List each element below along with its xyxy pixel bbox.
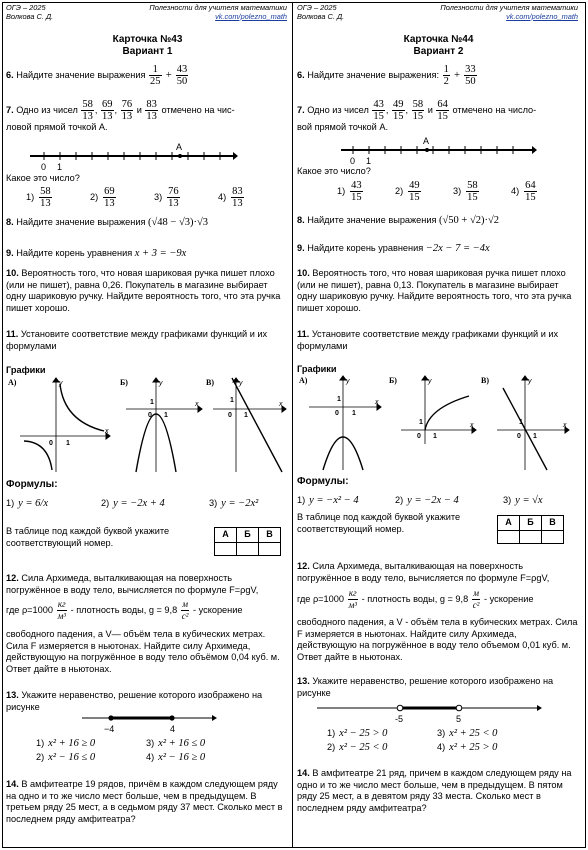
graphs-label: Графики [6,365,46,375]
table-note: В таблице под каждой буквой укажите соответствующий номер. [297,512,461,534]
option[interactable]: 1) x² + 16 ≥ 0 [36,738,96,749]
expression: (√48 − √3)·√3 [148,217,208,228]
column-divider [292,2,293,848]
task-12-formula: где ρ=1000 $\frac{кг}{\text{м³}}$ - плотность воды, g = 9,8 $\frac{м}{\text{с²}}$ - ускорение [297,588,534,610]
graph-letter: Б) [120,378,128,387]
svg-text:y: y [428,378,432,385]
fraction: $\frac{43}{50}$ [176,64,188,87]
header-exam: ОГЭ – 2025 [6,3,46,12]
option[interactable]: 4) x² − 16 ≥ 0 [146,751,206,763]
option[interactable]: 1) $\frac{58}{13}$ [26,186,51,209]
svg-text:y: y [528,378,532,385]
answer-cell[interactable] [237,542,259,555]
question: Какое это число? [6,173,80,183]
graphs-label: Графики [297,364,337,374]
option[interactable]: 4) $\frac{64}{15}$ [511,180,536,203]
graph-letter: В) [206,378,214,387]
axis-zero: 0 [41,162,47,172]
task-13: 13. Укажите неравенство, решение которого изображено на рисунке [297,676,554,698]
graph-a [20,378,110,472]
task-7-options [297,178,588,203]
graphs-left [6,376,289,474]
task-text: Одно из чисел [16,104,78,115]
svg-text:1: 1 [230,397,234,404]
svg-text:x: x [563,422,567,429]
svg-text:Б): Б) [389,376,397,385]
point-a [178,154,182,158]
answer-table: А Б В [497,515,564,544]
graph-a [309,376,381,470]
fraction: $\frac{1}{25}$ [150,64,161,87]
svg-text:1: 1 [337,396,341,403]
svg-text:x: x [470,422,474,429]
formula: y = −2x² [221,498,259,509]
task-12-rest: свободного падения, а V - объём тела в кубических метрах. Сила F измеряется в ньютонах. Найдите силу Архимеда, действующую на погружённое в воду тело объемом 0,01 куб. м. Ответ дайте в ньютонах. [297,617,578,662]
answer-cell[interactable] [498,530,520,543]
header-exam: ОГЭ – 2025 [297,3,337,12]
header-author: Волкова С. Д. [6,12,54,21]
task-13-options [6,736,317,763]
svg-text:1: 1 [533,433,537,440]
option[interactable]: 2) $\frac{49}{15}$ [395,180,420,203]
formula: y = −2x + 4 [113,498,165,509]
task-12: 12. Сила Архимеда, выталкивающая на поверхность погружённое в воду тело, вычисляется по формуле F=ρgV, [6,573,259,595]
svg-text:0: 0 [148,412,152,419]
task-7: 7. Одно из чисел $\frac{58}{13}$ , $\frac{69}{13}$ , $\frac{76}{13}$ и $\frac{83}{13}$ отмечено на чис- ловой прямой точкой А. [6,99,235,132]
option[interactable]: 1) x² − 25 > 0 [327,728,388,739]
option[interactable]: 4) $\frac{83}{13}$ [218,186,243,209]
graph-b [401,376,476,444]
header-left [6,2,289,24]
graph-v [213,378,286,472]
task-12-formula: где ρ=1000 $\frac{кг}{\text{м³}}$ - плотность воды, g = 9,8 $\frac{м}{\text{с²}}$ - ускорение [6,599,243,621]
svg-text:1: 1 [66,440,70,447]
header-link[interactable]: vk.com/polezno_math [506,12,578,21]
svg-text:1: 1 [519,419,523,426]
svg-text:4: 4 [170,724,176,734]
graphs-right [297,374,580,472]
answer-cell[interactable] [520,530,542,543]
svg-text:x: x [375,399,379,406]
svg-text:-5: -5 [395,714,404,724]
task-text: ловой прямой точкой А. [6,122,108,132]
option[interactable]: 3) $\frac{58}{15}$ [453,180,478,203]
option[interactable]: 3) x² + 25 < 0 [437,728,498,739]
formula: y = 6/x [18,498,48,509]
table-note: В таблице под каждой буквой укажите соответствующий номер. [6,526,170,548]
header-link[interactable]: vk.com/polezno_math [215,12,287,21]
task-11: 11. Установите соответствие между графиками функций и их формулами [6,329,268,351]
task-8: 8. Найдите значение выражения (√50 + √2)·√2 [297,215,499,226]
task-7: 7. Одно из чисел $\frac{43}{15}$ , $\frac{49}{15}$ , $\frac{58}{15}$ и $\frac{64}{15}$ отмечено на число- вой прямой точкой А. [297,99,537,132]
axis-one: 1 [57,162,63,172]
operator: + [165,69,173,81]
answer-cell[interactable] [542,530,564,543]
answer-cell[interactable] [259,542,281,555]
task-text: Найдите значение выражения [16,69,146,80]
graph-b [126,378,202,472]
svg-text:В): В) [481,376,489,385]
formulas-label: Формулы: [6,479,58,490]
option[interactable]: 2) x² − 25 < 0 [327,741,388,753]
svg-text:5: 5 [456,714,462,724]
fraction: $\frac{76}{13}$ [121,99,133,122]
task-10: 10. Вероятность того, что новая шариковая ручка пишет плохо (или не пишет), равна 0,13. Покупатель в магазине выбирает одну шариковую ручку. Найдите вероятность того, что эта ручка пишет хорошо. [297,268,572,313]
task-9: 9. Найдите корень уравнения −2x − 7 = −4x [297,243,490,254]
number-line [339,135,539,167]
task-14: 14. В амфитеатре 21 ряд, причем в каждом следующем ряду на одно и то же число мест больше, чем в предыдущем. В пятом ряду 25 мест, а в девятом ряду 33 места. Сколько мест в последнем ряду амфитеатра? [297,768,572,813]
answer-table: А Б В [214,527,281,556]
point-a [425,148,429,152]
number-line [28,139,238,175]
svg-text:y: y [239,380,243,387]
header-tagline: Полезности для учителя математики [149,3,287,12]
option[interactable]: 1) $\frac{43}{15}$ [337,180,362,203]
card-variant: Вариант 2 [413,45,464,57]
header-tagline: Полезности для учителя математики [440,3,578,12]
inequality-line [315,700,545,726]
answer-cell[interactable] [215,542,237,555]
svg-text:1: 1 [433,433,437,440]
task-13-options [297,726,588,753]
graph-v [497,376,569,470]
svg-text:0: 0 [417,433,421,440]
svg-text:x: x [105,428,109,435]
svg-text:1: 1 [352,410,356,417]
graph-letter: А) [8,378,17,387]
svg-text:0: 0 [49,440,53,447]
task-14: 14. В амфитеатре 19 рядов, причём в каждом следующем ряду на одно и то же число мест больше, чем в предыдущем. В третьем ряду 25 мест, а в седьмом ряду 37 мест. Сколько мест в последнем ряду амфитеатра? [6,779,283,824]
svg-text:0: 0 [228,412,232,419]
option[interactable]: 4) x² + 25 > 0 [437,741,498,753]
formulas-label: Формулы: [297,476,349,487]
formulas: 1) y = −x² − 4 2) y = −2x − 4 3) y = √x [297,495,543,506]
svg-text:A: A [423,136,430,146]
svg-text:1: 1 [366,156,372,166]
header-right [297,2,580,24]
task-6 [6,64,287,87]
task-number: 7. [6,104,14,115]
task-12-rest: свободного падения, а V— объём тела в кубических метрах. Сила F измеряется в ньютонах. Найдите силу Архимеда, действующую на погружённое в воду тело объёмом 0,04 куб. м. Ответ дайте в ньютонах. [6,629,280,674]
inequality-line [80,710,220,736]
option[interactable]: 3) x² + 16 ≤ 0 [146,738,206,749]
svg-text:0: 0 [335,410,339,417]
svg-text:x: x [279,401,283,408]
svg-text:1: 1 [150,399,154,406]
card-variant: Вариант 1 [122,45,173,57]
svg-text:1: 1 [419,419,423,426]
fraction: $\frac{83}{13}$ [146,99,157,122]
card-left [6,2,289,848]
card-title: Карточка №43 [112,34,183,45]
svg-text:y: y [59,380,63,387]
svg-text:0: 0 [517,433,521,440]
formulas: 1) y = 6/x 2) y = −2x + 4 3) y = −2x² [6,498,259,509]
task-11: 11. Установите соответствие между графиками функций и их формулами [297,329,559,351]
svg-text:y: y [159,380,163,387]
svg-text:y: y [346,378,350,385]
question: Какое это число? [297,166,371,176]
task-7-options [6,184,307,209]
option[interactable]: 3) $\frac{76}{13}$ [154,186,179,209]
expression: x + 3 = −9x [134,248,187,259]
svg-text:x: x [195,401,199,408]
task-12: 12. Сила Архимеда, выталкивающая на поверхность погружённое в воду тело, вычисляется по формуле F=ρgV, [297,561,550,583]
option[interactable]: 2) $\frac{69}{13}$ [90,186,115,209]
card-title: Карточка №44 [403,34,474,45]
header-author: Волкова С. Д. [297,12,345,21]
task-13: 13. Укажите неравенство, решение которого изображено на рисунке [6,690,263,712]
task-10: 10. Вероятность того, что новая шариковая ручка пишет плохо (или не пишет), равна 0,26. Покупатель в магазине выбирает одну шариковую ручку. Найдите вероятность того, что эта ручка пишет хорошо. [6,268,281,313]
task-number: 6. [6,69,14,80]
svg-text:−4: −4 [104,724,115,734]
svg-text:А): А) [299,376,308,385]
task-6: 6. Найдите значение выражения: $\frac{1}{2}$ + $\frac{33}{50}$ [297,64,476,87]
task-8: 8. Найдите значение выражения (√48 − √3)·√3 [6,217,208,228]
fraction: $\frac{58}{13}$ [82,99,93,122]
svg-text:0: 0 [350,156,356,166]
card-right [297,2,580,848]
axis-point-label: A [176,142,183,152]
task-9: 9. Найдите корень уравнения x + 3 = −9x [6,248,187,259]
svg-text:1: 1 [244,412,248,419]
fraction: $\frac{69}{13}$ [102,99,113,122]
option[interactable]: 2) x² − 16 ≤ 0 [36,751,96,763]
svg-text:1: 1 [164,412,168,419]
